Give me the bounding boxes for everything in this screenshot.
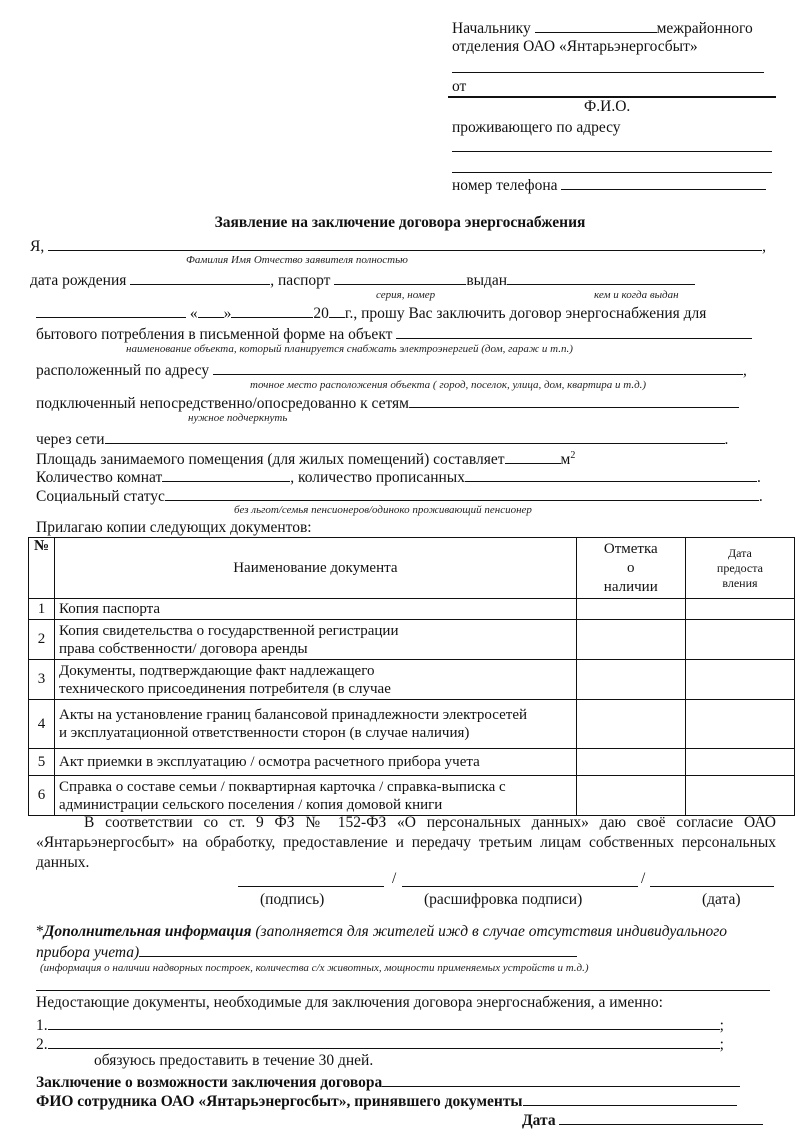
registered-blank[interactable] <box>465 467 757 482</box>
employee-line <box>36 1091 737 1111</box>
area-label: Площадь занимаемого помещения (для жилых помещений) составляет <box>36 451 505 469</box>
social-label: Социальный статус <box>36 488 165 505</box>
footer-date-label: Дата <box>522 1112 556 1129</box>
year-blank[interactable] <box>329 303 345 318</box>
birth-passport-line <box>30 270 695 290</box>
signature-blank[interactable] <box>238 886 384 887</box>
social-blank[interactable] <box>165 486 759 501</box>
network-blank[interactable] <box>409 393 739 408</box>
row-date-cell[interactable] <box>685 749 794 776</box>
object-line <box>36 324 752 344</box>
address-label: проживающего по адресу <box>452 119 621 136</box>
row-mark-cell[interactable] <box>576 749 685 776</box>
row-mark-cell[interactable] <box>576 599 685 620</box>
from-label: от <box>452 78 467 95</box>
request-line <box>36 303 706 323</box>
fio-caption: Ф.И.О. <box>584 98 631 115</box>
connected-line <box>36 393 739 413</box>
decode-caption: (расшифровка подписи) <box>424 891 583 908</box>
via-label: через сети <box>36 431 105 448</box>
connected-label: подключенный непосредственно/опосредованно к сетям <box>36 395 409 412</box>
table-row <box>29 620 795 660</box>
table-row <box>29 776 795 816</box>
row-mark-cell[interactable] <box>576 776 685 816</box>
row-name-line-1: Акт приемки в эксплуатацию / осмотра расчетного прибора учета <box>59 754 480 770</box>
day-blank[interactable] <box>198 303 224 318</box>
table-row <box>29 660 795 700</box>
row-date-cell[interactable] <box>685 599 794 620</box>
attach-label: Прилагаю копии следующих документов: <box>36 519 312 536</box>
located-label: расположенный по адресу <box>36 362 210 379</box>
header-num: № <box>29 538 55 599</box>
signature-separator-2: / <box>641 870 646 887</box>
year-prefix: 20 <box>313 305 329 322</box>
household-text: бытового потребления в письменной форме на объект <box>36 326 393 343</box>
applicant-line: Я, , <box>30 238 766 255</box>
additional-info-line-2 <box>36 942 577 962</box>
row-mark-cell[interactable] <box>576 660 685 700</box>
applicant-name-blank[interactable] <box>48 236 762 251</box>
request-text: г., прошу Вас заключить договор энергоснабжения для <box>344 305 707 322</box>
additional-blank-line[interactable] <box>36 990 770 991</box>
signature-caption: (подпись) <box>260 891 325 908</box>
conclusion-blank[interactable] <box>382 1072 740 1087</box>
row-name <box>55 599 577 620</box>
quote-close: » <box>223 305 232 322</box>
via-network-blank[interactable] <box>105 429 725 444</box>
table-header-row <box>29 538 795 599</box>
addressee-blank-line[interactable] <box>452 72 764 73</box>
header-name: Наименование документа <box>55 538 577 599</box>
birth-label: дата рождения <box>30 272 127 289</box>
header-mark-1: Отметка <box>603 540 658 557</box>
row-name <box>55 620 577 660</box>
quote-open: « <box>189 305 198 322</box>
phone-label: номер телефона <box>452 177 558 194</box>
missing-item-2-num: 2. <box>36 1036 48 1053</box>
addressee-suffix: межрайонного <box>656 20 753 37</box>
row-date-cell[interactable] <box>685 660 794 700</box>
row-name-line-2: и эксплуатационной ответственности сторон (в случае наличия) <box>59 725 470 741</box>
semicolon-2: ; <box>719 1036 724 1053</box>
signature-separator-1: / <box>392 870 397 887</box>
conclusion-label: Заключение о возможности заключения договора <box>36 1074 383 1091</box>
rooms-label: Количество комнат <box>36 469 163 486</box>
table-row <box>29 599 795 620</box>
additional-info-blank[interactable] <box>139 942 577 957</box>
ya-label: Я, <box>30 238 45 255</box>
passport-label: , паспорт <box>270 272 331 289</box>
header-mark-3: наличии <box>603 578 658 595</box>
addressee-line-2: отделения ОАО «Янтарьэнергосбыт» <box>452 38 698 55</box>
underline-hint: нужное подчеркнуть <box>188 412 288 424</box>
row-name-line-2: права собственности/ договора аренды <box>59 640 308 657</box>
social-hint: без льгот/семья пенсионеров/одиноко проживающий пенсионер <box>234 504 532 516</box>
row-mark-cell[interactable] <box>576 700 685 749</box>
row-name-line-2: технического присоединения потребителя (в случае <box>59 680 391 697</box>
missing-item-2 <box>36 1034 724 1054</box>
area-blank[interactable] <box>505 449 561 464</box>
row-num: 5 <box>29 749 55 776</box>
row-num: 1 <box>29 599 55 620</box>
semicolon-1: ; <box>719 1017 724 1034</box>
issued-label: выдан <box>466 272 508 289</box>
date-caption: (дата) <box>702 891 741 908</box>
row-name-line-1: Акты на установление границ балансовой принадлежности электросетей <box>59 707 528 723</box>
location-line: расположенный по адресу , <box>36 362 747 379</box>
row-name-line-1: Копия свидетельства о государственной регистрации <box>59 622 399 639</box>
passport-number-blank[interactable] <box>334 270 466 285</box>
row-date-cell[interactable] <box>685 776 794 816</box>
missing-item-1-blank[interactable] <box>48 1015 720 1030</box>
missing-item-1 <box>36 1015 724 1035</box>
additional-hint: (информация о наличии надворных построек, количества с/х животных, мощности применяемых устройств и т.д.) <box>40 962 589 974</box>
row-name-line-2: администрации сельского поселения / копия домовой книги <box>59 796 443 813</box>
row-name-line-1: Справка о составе семьи / поквартирная карточка / справка-выписка с <box>59 778 506 795</box>
missing-item-2-blank[interactable] <box>48 1034 720 1049</box>
header-date-2: предоста <box>716 560 763 575</box>
address-blank-line-2[interactable] <box>452 172 772 173</box>
row-num: 2 <box>29 620 55 660</box>
consent-paragraph: В соответствии со ст. 9 ФЗ № 152-ФЗ «О персональных данных» даю своё согласие ОАО «Янтарьэнергосбыт» на обработку, предоставление и передачу третьим лицам собственных персональных данных. <box>36 814 776 871</box>
location-hint: точное место расположения объекта ( город, поселок, улица, дом, квартира и т.д.) <box>250 379 647 391</box>
rooms-line: Количество комнат , количество прописанных . <box>36 469 761 486</box>
employee-label: ФИО сотрудника ОАО «Янтарьэнергосбыт», принявшего документы <box>36 1093 523 1110</box>
row-num: 6 <box>29 776 55 816</box>
header-date-3: вления <box>722 575 758 590</box>
addressee-line-1 <box>452 18 753 38</box>
row-date-cell[interactable] <box>685 620 794 660</box>
row-name-line-1: Копия паспорта <box>59 601 161 617</box>
additional-heading: Дополнительная информация <box>43 923 252 940</box>
rooms-blank[interactable] <box>162 467 290 482</box>
row-num: 4 <box>29 700 55 749</box>
conclusion-line <box>36 1072 740 1092</box>
additional-star: * <box>36 923 44 940</box>
documents-table <box>28 537 795 816</box>
header-date-1: Дата <box>727 545 752 560</box>
employee-blank[interactable] <box>523 1091 737 1106</box>
table-row <box>29 700 795 749</box>
footer-date-line <box>522 1110 763 1130</box>
row-num: 3 <box>29 660 55 700</box>
missing-item-1-num: 1. <box>36 1017 48 1034</box>
area-line <box>36 447 575 469</box>
issue-date-blank[interactable] <box>36 303 186 318</box>
additional-note: (заполняется для жителей ижд в случае отсутствия индивидуального <box>251 923 728 940</box>
header-mark-2: о <box>627 559 635 576</box>
area-unit: м <box>560 451 571 469</box>
row-name <box>55 700 577 749</box>
decode-blank[interactable] <box>402 886 638 887</box>
series-hint: серия, номер <box>376 289 436 301</box>
row-date-cell[interactable] <box>685 700 794 749</box>
missing-promise: обязуюсь предоставить в течение 30 дней. <box>94 1052 374 1069</box>
address-blank-line-1[interactable] <box>452 151 772 152</box>
row-name <box>55 749 577 776</box>
additional-info-line-1 <box>36 923 727 941</box>
row-name <box>55 776 577 816</box>
header-mark <box>576 538 685 599</box>
date-blank[interactable] <box>650 886 774 887</box>
row-name-line-1: Документы, подтверждающие факт надлежащего <box>59 662 375 679</box>
document-title: Заявление на заключение договора энергоснабжения <box>214 214 586 231</box>
table-row <box>29 749 795 776</box>
month-blank[interactable] <box>231 303 313 318</box>
missing-docs-label: Недостающие документы, необходимые для заключения договора энергоснабжения, а именно: <box>36 994 663 1011</box>
row-mark-cell[interactable] <box>576 620 685 660</box>
footer-date-blank[interactable] <box>559 1110 763 1125</box>
social-line: Социальный статус . <box>36 488 763 505</box>
birth-date-blank[interactable] <box>130 270 270 285</box>
registered-label: , количество прописанных <box>290 469 465 486</box>
area-unit-sup: 2 <box>570 450 576 461</box>
via-line: через сети . <box>36 431 729 448</box>
location-blank[interactable] <box>213 360 743 375</box>
phone-blank[interactable] <box>561 175 766 190</box>
addressee-title: Начальнику <box>452 20 531 37</box>
issued-hint: кем и когда выдан <box>594 289 679 301</box>
row-name <box>55 660 577 700</box>
phone-line <box>452 175 766 195</box>
district-blank[interactable] <box>535 18 657 33</box>
object-hint: наименование объекта, который планируется снабжать электроэнергией (дом, гараж и т.п.) <box>126 343 573 355</box>
object-blank[interactable] <box>396 324 752 339</box>
fio-hint: Фамилия Имя Отчество заявителя полностью <box>186 254 408 266</box>
header-date <box>685 538 794 599</box>
issued-by-blank[interactable] <box>507 270 695 285</box>
additional-note-2: прибора учета) <box>36 944 140 961</box>
